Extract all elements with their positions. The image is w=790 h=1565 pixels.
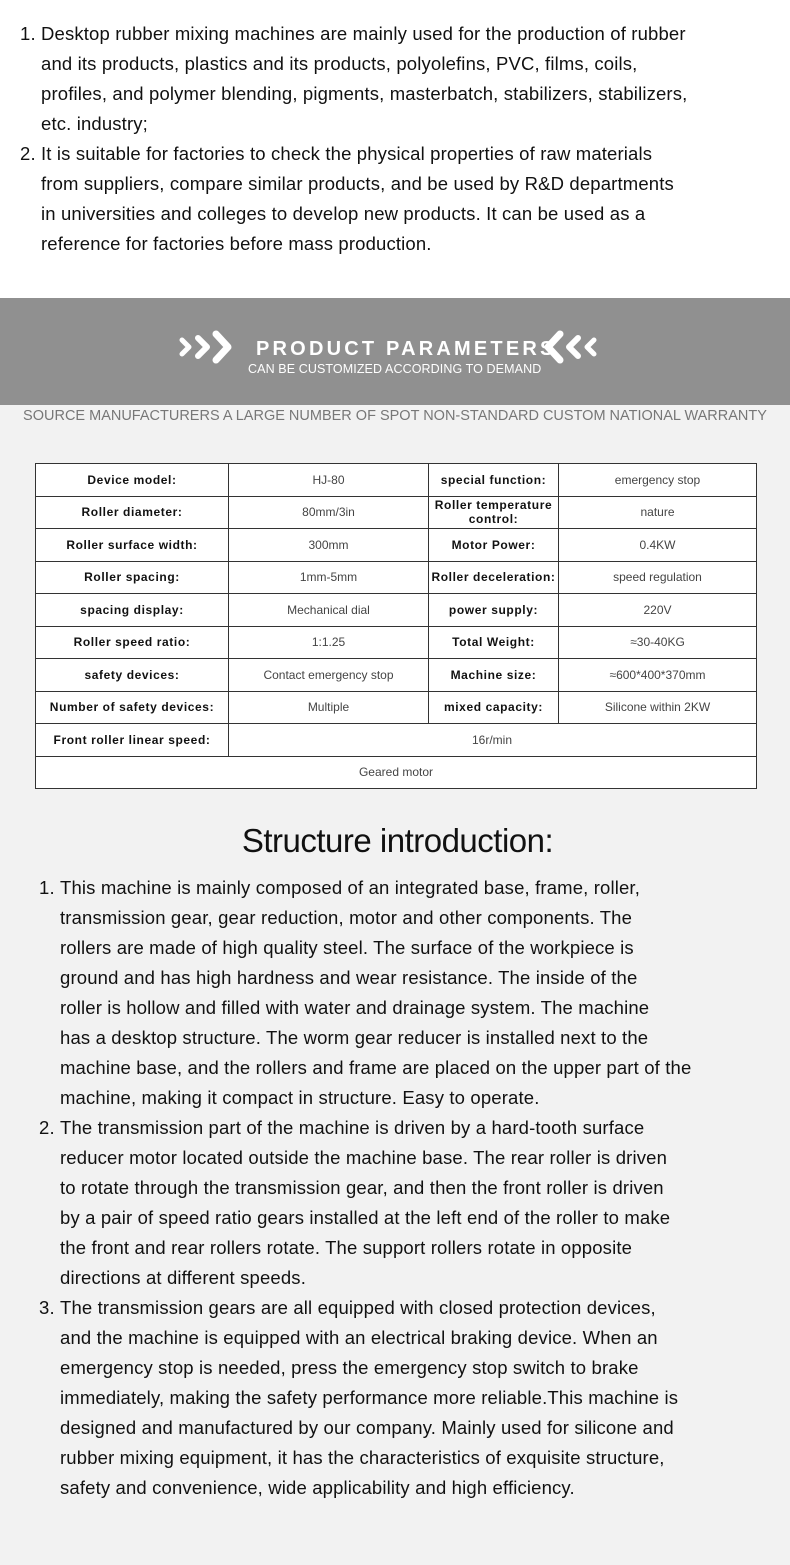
line: the front and rear rollers rotate. The support rollers rotate in opposite — [60, 1237, 633, 1258]
table-row-footer — [36, 756, 757, 789]
line: emergency stop is needed, press the emergency stop switch to brake — [60, 1357, 639, 1378]
spec-label: Roller temperature control: — [429, 496, 559, 529]
banner-title: PRODUCT PARAMETERS — [256, 338, 557, 360]
table-row — [36, 496, 757, 529]
line: It is suitable for factories to check the physical properties of raw materials — [41, 143, 653, 164]
spec-label: Roller spacing: — [36, 561, 229, 594]
intro-section — [0, 0, 790, 298]
spec-value: Multiple — [229, 691, 429, 724]
spec-label: power supply: — [429, 594, 559, 627]
spec-label: Number of safety devices: — [36, 691, 229, 724]
spec-value: Mechanical dial — [229, 594, 429, 627]
line: reference for factories before mass production. — [41, 233, 432, 254]
spec-value: Contact emergency stop — [229, 659, 429, 692]
product-parameters-banner — [0, 298, 790, 405]
structure-item-3 — [39, 1293, 779, 1503]
spec-table — [35, 463, 757, 789]
spec-value: 16r/min — [229, 724, 757, 757]
spec-footer: Geared motor — [36, 756, 757, 789]
line: rollers are made of high quality steel. The surface of the workpiece is — [60, 937, 634, 958]
spec-label: Roller diameter: — [36, 496, 229, 529]
line: directions at different speeds. — [60, 1267, 306, 1288]
line: etc. industry; — [41, 113, 148, 134]
spec-label: mixed capacity: — [429, 691, 559, 724]
spec-value: 300mm — [229, 529, 429, 562]
item-number: 2. — [39, 1117, 55, 1138]
line: The transmission gears are all equipped with closed protection devices, — [60, 1297, 656, 1318]
spec-value: 0.4KW — [559, 529, 757, 562]
spec-value: Silicone within 2KW — [559, 691, 757, 724]
table-row — [36, 626, 757, 659]
structure-list — [39, 873, 779, 1503]
spec-value: 1mm-5mm — [229, 561, 429, 594]
line: machine base, and the rollers and frame are placed on the upper part of the — [60, 1057, 692, 1078]
line: ground and has high hardness and wear resistance. The inside of the — [60, 967, 638, 988]
item-number: 1. — [20, 23, 36, 44]
spec-value: ≈30-40KG — [559, 626, 757, 659]
spec-value: ≈600*400*370mm — [559, 659, 757, 692]
spec-value: speed regulation — [559, 561, 757, 594]
table-row — [36, 464, 757, 497]
line: immediately, making the safety performance more reliable.This machine is — [60, 1387, 679, 1408]
spec-label: Machine size: — [429, 659, 559, 692]
spec-label: Roller surface width: — [36, 529, 229, 562]
intro-item-2 — [20, 139, 780, 259]
line: in universities and colleges to develop new products. It can be used as a — [41, 203, 646, 224]
line: has a desktop structure. The worm gear reducer is installed next to the — [60, 1027, 649, 1048]
spec-value: 80mm/3in — [229, 496, 429, 529]
line: Desktop rubber mixing machines are mainly used for the production of rubber — [41, 23, 686, 44]
spec-label: special function: — [429, 464, 559, 497]
line: and the machine is equipped with an electrical braking device. When an — [60, 1327, 658, 1348]
spec-label: Device model: — [36, 464, 229, 497]
line: by a pair of speed ratio gears installed at the left end of the roller to make — [60, 1207, 671, 1228]
spec-label: Roller deceleration: — [429, 561, 559, 594]
intro-list — [20, 19, 780, 259]
line: and its products, plastics and its products, polyolefins, PVC, films, coils, — [41, 53, 638, 74]
item-number: 3. — [39, 1297, 55, 1318]
table-row — [36, 561, 757, 594]
line: roller is hollow and filled with water and drainage system. The machine — [60, 997, 650, 1018]
structure-heading: Structure introduction: — [241, 822, 554, 859]
table-row — [36, 659, 757, 692]
line: The transmission part of the machine is driven by a hard-tooth surface — [60, 1117, 645, 1138]
spec-label: Front roller linear speed: — [36, 724, 229, 757]
line: rubber mixing equipment, it has the characteristics of exquisite structure, — [60, 1447, 665, 1468]
spec-label: spacing display: — [36, 594, 229, 627]
spec-label: Roller speed ratio: — [36, 626, 229, 659]
table-row — [36, 691, 757, 724]
intro-item-1 — [20, 19, 780, 139]
line: to rotate through the transmission gear, and then the front roller is driven — [60, 1177, 664, 1198]
chevrons-right-icon — [176, 330, 242, 364]
structure-item-1 — [39, 873, 779, 1113]
line: transmission gear, gear reduction, motor and other components. The — [60, 907, 633, 928]
spec-value: HJ-80 — [229, 464, 429, 497]
table-row — [36, 529, 757, 562]
spec-label: Motor Power: — [429, 529, 559, 562]
line: from suppliers, compare similar products, and be used by R&D departments — [41, 173, 674, 194]
line: safety and convenience, wide applicability and high efficiency. — [60, 1477, 575, 1498]
line: designed and manufactured by our company. Mainly used for silicone and — [60, 1417, 674, 1438]
spec-label: safety devices: — [36, 659, 229, 692]
spec-value: 220V — [559, 594, 757, 627]
line: machine, making it compact in structure. Easy to operate. — [60, 1087, 540, 1108]
line: profiles, and polymer blending, pigments, masterbatch, stabilizers, stabilizers, — [41, 83, 688, 104]
banner-subtitle: CAN BE CUSTOMIZED ACCORDING TO DEMAND — [248, 362, 542, 376]
table-row — [36, 594, 757, 627]
spec-value: 1:1.25 — [229, 626, 429, 659]
line: reducer motor located outside the machine base. The rear roller is driven — [60, 1147, 668, 1168]
table-row-linear-speed — [36, 724, 757, 757]
item-number: 1. — [39, 877, 55, 898]
spec-label: Total Weight: — [429, 626, 559, 659]
spec-value: emergency stop — [559, 464, 757, 497]
structure-item-2 — [39, 1113, 779, 1293]
spec-value: nature — [559, 496, 757, 529]
item-number: 2. — [20, 143, 36, 164]
chevrons-left-icon — [544, 330, 610, 364]
line: This machine is mainly composed of an integrated base, frame, roller, — [60, 877, 641, 898]
tagline: SOURCE MANUFACTURERS A LARGE NUMBER OF SPOT NON-STANDARD CUSTOM NATIONAL WARRANTY — [23, 408, 767, 424]
